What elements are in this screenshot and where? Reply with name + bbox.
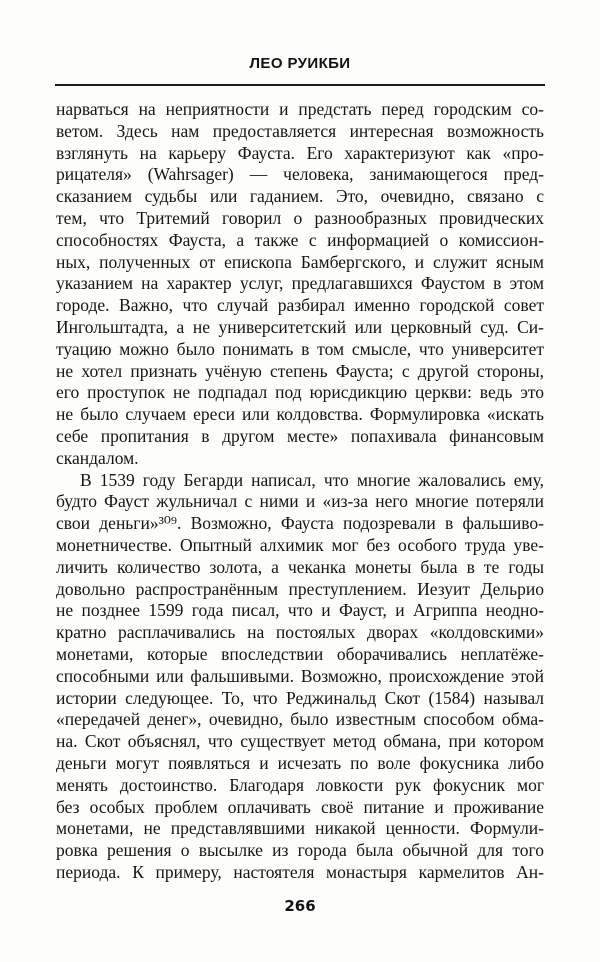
text-line: не позднее 1599 года писал, что и Фауст, и Агриппа неодно- [56,600,544,621]
text-line: способностях Фауста, а также с информацией о комиссион- [56,229,544,250]
text-line: туацию можно было понимать в том смысле, что университет [56,338,544,359]
text-line: кратно расплачивались на постоялых дворах «колдовскими» [56,622,544,643]
text-line: довольно распространённым преступлением. Иезуит Дельрио [56,578,544,599]
text-line: способными или фальшивыми. Возможно, происхождение этой [56,665,544,686]
text-line: скандалом. [56,447,139,468]
text-line: ветом. Здесь нам предоставляется интересная возможность [56,120,544,141]
body-text [56,99,544,884]
text-line: его проступок не подпадал под юрисдикцию церкви: ведь это [56,382,544,403]
running-header: ЛЕО РУИКБИ [249,55,351,72]
text-line: свои деньги»³⁰⁹. Возможно, Фауста подозревали в фальшиво- [56,513,544,534]
text-line: периода. К примеру, настоятеля монастыря кармелитов Ан- [56,861,544,882]
header-rule [55,84,545,86]
text-line: не было случаем ереси или колдовства. Формулировка «искать [56,404,544,425]
text-line: не хотел признать учёную степень Фауста; с другой стороны, [56,360,544,381]
text-line: нарваться на неприятности и предстать перед городским со- [56,99,544,119]
text-line: сказанием судьбы или гаданием. Это, очевидно, связано с [56,186,544,207]
text-line: взглянуть на карьеру Фауста. Его характеризуют как «про- [56,142,544,163]
text-line: «передачей денег», очевидно, было известным способом обма- [56,709,544,730]
text-line: указанием на характер услуг, предлагавшихся Фаустом в этом [56,273,544,294]
text-line: истории следующее. То, что Реджинальд Скот (1584) называл [56,687,544,708]
text-line: ных, полученных от епископа Бамбергского, и служит ясным [56,251,544,272]
page-number: 266 [284,897,316,915]
text-line: личить количество золота, а чеканка монеты была в те годы [56,556,544,577]
text-line: монетничестве. Опытный алхимик мог без особого труда уве- [56,534,544,555]
text-line: монетами, которые впоследствии оборачивались неплатёже- [56,643,544,664]
text-line: ровка решения о высылке из города была обычной для того [56,840,544,861]
text-line: менять достоинство. Благодаря ловкости рук фокусник мог [56,774,544,795]
text-line: городе. Важно, что случай разбирал именно городской совет [56,295,544,316]
text-line: Ингольштадта, а не университетский или церковный суд. Си- [56,316,544,337]
text-line: без особых проблем оплачивать своё питание и проживание [56,796,544,817]
text-line: монетами, не представлявшими никакой ценности. Формули- [56,818,544,839]
text-line: себе пропитания в другом месте» попахивала финансовым [56,425,544,446]
text-line: деньги могут появляться и исчезать по воле фокусника либо [56,752,544,773]
text-line: будто Фауст жульничал с ними и «из-за него многие потеряли [56,491,544,512]
text-line: на. Скот объяснял, что существует метод обмана, при котором [56,731,544,752]
text-line: рицателя» (Wahrsager) — человека, занимающегося пред- [56,164,544,185]
text-line: тем, что Тритемий говорил о разнообразных провидческих [56,207,544,228]
text-line: В 1539 году Бегарди написал, что многие жаловались ему, [80,469,544,490]
